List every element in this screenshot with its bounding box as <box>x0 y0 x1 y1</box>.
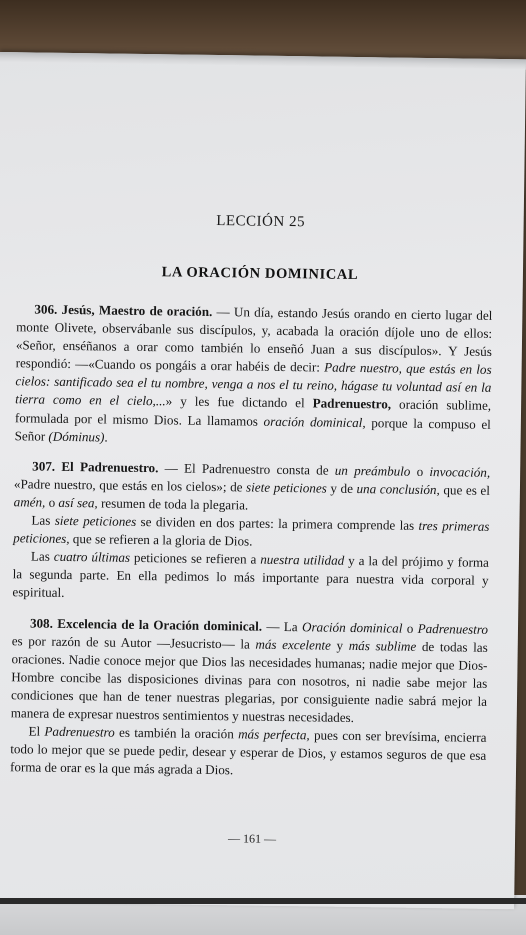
page-number: — 161 — <box>227 831 277 846</box>
italic-text: más sublime <box>348 637 417 654</box>
italic-text: así sea, <box>58 494 98 511</box>
paragraph-text: o <box>45 494 59 510</box>
italic-text: un preámbulo <box>334 462 411 479</box>
italic-text: Padrenuestro <box>44 723 115 740</box>
section-307-paragraph-3 <box>12 547 489 608</box>
italic-text: nuestra utilidad <box>260 551 345 569</box>
paragraph-text: y <box>330 637 349 653</box>
paragraph-text: es por razón de su Autor —Jesucristo— la <box>11 632 256 652</box>
paragraph-text: Las <box>31 512 55 528</box>
italic-text: oración dominical, <box>263 413 366 430</box>
section-number: 308. <box>29 614 54 631</box>
italic-text: (Dóminus) <box>48 428 105 445</box>
section-heading: Jesús, Maestro de oración. <box>61 301 213 319</box>
paragraph-text: es también la oración <box>114 724 239 742</box>
bold-text: Padrenuestro, <box>312 395 392 412</box>
paragraph-text: Las <box>30 548 54 565</box>
italic-text: Oración dominical <box>301 618 403 636</box>
paragraph-text: y a la del prójimo y forma la segunda parte. En ella pedimos lo más importante para nuestra vida corporal y espiritual. <box>12 553 490 601</box>
paragraph-text: El <box>28 723 45 739</box>
paragraph-text: y de <box>326 480 357 496</box>
section-308-paragraph-2 <box>10 722 487 783</box>
paragraph-text: resumen de toda la plegaria. <box>97 495 249 513</box>
paragraph-text: de todas las oraciones. Nadie conoce mejor que Dios las necesidades humanas; nadie mejor que Dios-Hombre concibe las disposiciones divinas para con nosotros, ni nadie sabe mejor las condiciones que han de tener nuestras plegarias, por consiguiente nadie sabrá mejor la manera de expresar nuestros sentimientos y nuestras necesidades. <box>10 638 488 725</box>
paragraph-text: — La <box>261 618 303 634</box>
paragraph-text: se dividen en dos partes: la primera comprende las <box>136 513 419 533</box>
paragraph-text: . <box>104 429 108 445</box>
chapter-title: LA ORACIÓN DOMINICAL <box>161 264 359 284</box>
page-body <box>10 300 493 783</box>
italic-text: una conclusión, <box>356 480 440 498</box>
paragraph-text: — Un día, estando Jesús orando en cierto lugar del monte Olivete, observábanle sus discípulos, y, acabada la oración díjole uno de ellos: «Señor, enséñanos a orar como también lo enseñó Juan a sus discípulos». Y Jesús respondió: —«Cuando os pongáis a orar habéis de decir: <box>15 303 493 375</box>
book-page <box>0 52 526 909</box>
section-306-paragraph <box>15 300 493 451</box>
section-number: 307. <box>32 458 56 474</box>
section-heading: El Padrenuestro. <box>61 458 159 476</box>
italic-text: tres primeras peticiones, <box>13 517 490 547</box>
section-number: 306. <box>34 301 58 317</box>
section-307-paragraph <box>14 457 491 518</box>
page-bottom-shadow <box>0 898 526 904</box>
lesson-heading: LECCIÓN 25 <box>216 213 306 231</box>
italic-text: Padrenuestro <box>417 620 489 637</box>
italic-text: invocación, <box>429 463 491 480</box>
paragraph-text: » y les fue dictando el <box>165 393 313 411</box>
paragraph-text: «Padre nuestro, que estás en los cielos»; de <box>13 476 247 495</box>
paragraph-text: pues con ser brevísima, encierra todo lo mejor que se puede pedir, desear y esperar de Dios, y estamos seguros de que esa forma de orar es la que más agrada a Dios. <box>9 727 487 778</box>
paragraph-text: — El Padrenuestro consta de <box>158 460 335 478</box>
italic-text: siete peticiones <box>246 479 327 496</box>
italic-text: más excelente <box>255 636 332 653</box>
paragraph-text: porque la compuso el Señor <box>14 414 491 444</box>
section-308-paragraph <box>11 614 488 729</box>
paragraph-text: que es el <box>439 482 491 498</box>
italic-text: amén, <box>13 494 46 510</box>
italic-text: más perfecta, <box>238 726 310 743</box>
paragraph-text: o <box>402 620 418 636</box>
italic-text: siete peticiones <box>54 512 137 529</box>
section-heading: Excelencia de la Oración dominical. <box>57 615 263 634</box>
italic-text: Padre nuestro, que estás en los cielos: santificado sea el tu nombre, venga a nos el tu reino, hágase tu voluntad así en la tierra como en el cielo,... <box>15 359 492 409</box>
paragraph-text: peticiones se refieren a <box>129 550 261 567</box>
italic-text: cuatro últimas <box>53 549 131 566</box>
paragraph-text: o <box>410 463 430 479</box>
paragraph-text: que se refieren a la gloria de Dios. <box>69 531 253 549</box>
paragraph-text: oración sublime, formulada por el mismo Dios. La llamamos <box>14 396 492 429</box>
